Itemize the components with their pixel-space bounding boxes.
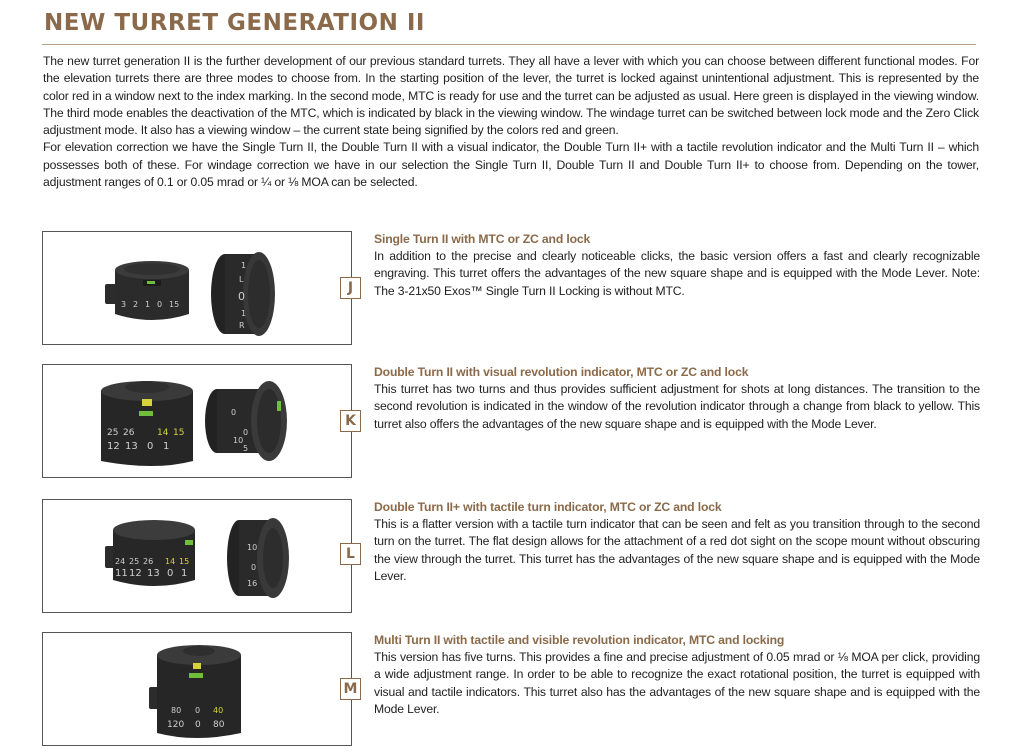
single-turn-turret-illustration <box>43 232 351 344</box>
turret-image-single-turn <box>42 231 352 345</box>
dial-number: 0 <box>167 568 174 579</box>
dial-number: 80 <box>213 720 225 730</box>
side-mark: 0 <box>231 408 237 417</box>
item-letter-badge: J <box>340 277 361 299</box>
item-text-block <box>374 499 980 585</box>
dial-number: 0 <box>195 706 201 715</box>
side-mark: R <box>239 321 245 330</box>
dial-number: 15 <box>179 557 190 566</box>
item-letter-badge: L <box>340 543 361 565</box>
dial-number: 80 <box>171 706 182 715</box>
item-title: Single Turn II with MTC or ZC and lock <box>374 232 591 246</box>
dial-number: 12 <box>129 568 142 579</box>
turret-image-double-turn <box>42 364 352 478</box>
dial-number: 1 <box>163 441 170 452</box>
side-mark: L <box>239 275 244 284</box>
turret-item-double-turn <box>42 364 982 478</box>
dial-number: 26 <box>123 428 135 438</box>
item-description: This version has five turns. This provides a fine and precise adjustment of 0.05 mrad or ⅛ MOA per click, providing a wide adjustment range. In order to be able to recognize the exact rotational position, the turret is equipped with visual and tactile indicators. This turret also has the advantages of the new square shape and is equipped with the Mode Lever. <box>374 650 980 716</box>
item-title: Double Turn II with visual revolution indicator, MTC or ZC and lock <box>374 365 749 379</box>
item-description: This turret has two turns and thus provides sufficient adjustment for shots at long distances. The transition to the second revolution is indicated in the window of the revolution indicator through a change from black to yellow. This turret also offers the advantages of the new square shape and is equipped with the Mode Lever. <box>374 382 980 431</box>
side-mark: 10 <box>233 436 244 445</box>
item-letter-badge: M <box>340 678 361 700</box>
intro-paragraph-1: The new turret generation II is the further development of our previous standard turrets. They all have a lever with which you can choose between different functional modes. For the elevation turrets there are three modes to choose from. In the starting position of the lever, the turret is locked against unintentional adjustment. This is represented by the color red in a window next to the index marking. In the second mode, MTC is ready for use and the turret can be adjusted as usual. Here green is displayed in the viewing window. The third mode enables the deactivation of the MTC, which is indicated by black in the viewing window. The windage turret can be switched between lock mode and the Zero Click adjustment mode. It also has a viewing window – the current state being signified by the colors red and green. <box>43 54 979 138</box>
item-letter-badge: K <box>340 410 361 432</box>
side-mark: 0 <box>243 428 249 437</box>
turret-image-double-turn-plus <box>42 499 352 613</box>
double-turn-plus-turret-illustration <box>43 500 351 612</box>
side-mark: 5 <box>243 444 249 453</box>
item-description: In addition to the precise and clearly noticeable clicks, the basic version offers a fast and clearly recognizable engraving. This turret offers the advantages of the new square shape and is equipped with the Mode Lever. Note: The 3-21x50 Exos™ Single Turn II Locking is without MTC. <box>374 249 980 298</box>
item-text-block <box>374 632 980 718</box>
item-text-block <box>374 231 980 300</box>
dial-number: 2 <box>133 300 139 309</box>
dial-number: 25 <box>129 557 140 566</box>
dial-number: 1 <box>145 300 151 309</box>
dial-number: 15 <box>169 300 180 309</box>
dial-number: 25 <box>107 428 119 438</box>
double-turn-turret-illustration <box>43 365 351 477</box>
turret-item-multi-turn <box>42 632 982 746</box>
intro-paragraph-2: For elevation correction we have the Single Turn II, the Double Turn II with a visual indicator, the Double Turn II+ with a tactile revolution indicator and the Multi Turn II – which possesses both of these. For windage correction we have in our selection the Single Turn II, Double Turn II and Double Turn II+ to choose from. Depending on the tower, adjustment ranges of 0.1 or 0.05 mrad or ¼ or ⅛ MOA can be selected. <box>43 140 979 190</box>
dial-number: 11 <box>115 568 128 579</box>
multi-turn-turret-illustration <box>43 633 351 745</box>
dial-number: 14 <box>157 428 169 438</box>
side-mark: 0 <box>238 290 245 303</box>
dial-number: 40 <box>213 706 224 715</box>
dial-number: 120 <box>167 720 185 730</box>
page-title: NEW TURRET GENERATION II <box>44 10 425 36</box>
side-mark: 1 <box>241 261 247 270</box>
dial-number: 12 <box>107 441 120 452</box>
side-mark: 0 <box>251 563 257 572</box>
dial-number: 1 <box>181 568 188 579</box>
turret-item-double-turn-plus <box>42 499 982 613</box>
dial-number: 26 <box>143 557 154 566</box>
title-divider <box>42 44 976 45</box>
turret-item-single-turn <box>42 231 982 345</box>
side-mark: 16 <box>247 579 258 588</box>
dial-number: 13 <box>125 441 138 452</box>
item-text-block <box>374 364 980 433</box>
intro-text <box>43 53 979 191</box>
dial-number: 0 <box>195 720 201 730</box>
dial-number: 13 <box>147 568 160 579</box>
dial-number: 0 <box>157 300 163 309</box>
dial-number: 24 <box>115 557 126 566</box>
dial-number: 3 <box>121 300 127 309</box>
turret-image-multi-turn <box>42 632 352 746</box>
side-mark: 1 <box>241 309 247 318</box>
item-description: This is a flatter version with a tactile turn indicator that can be seen and felt as you transition through to the second turn on the turret. The flat design allows for the attachment of a red dot sight on the scope mount without obscuring the view through the turret. This turret has the advantages of the new square shape and is equipped with the Mode Lever. <box>374 517 980 583</box>
dial-number: 14 <box>165 557 176 566</box>
item-title: Double Turn II+ with tactile turn indicator, MTC or ZC and lock <box>374 500 722 514</box>
dial-number: 0 <box>147 441 154 452</box>
dial-number: 15 <box>173 428 185 438</box>
side-mark: 10 <box>247 543 258 552</box>
item-title: Multi Turn II with tactile and visible revolution indicator, MTC and locking <box>374 633 785 647</box>
